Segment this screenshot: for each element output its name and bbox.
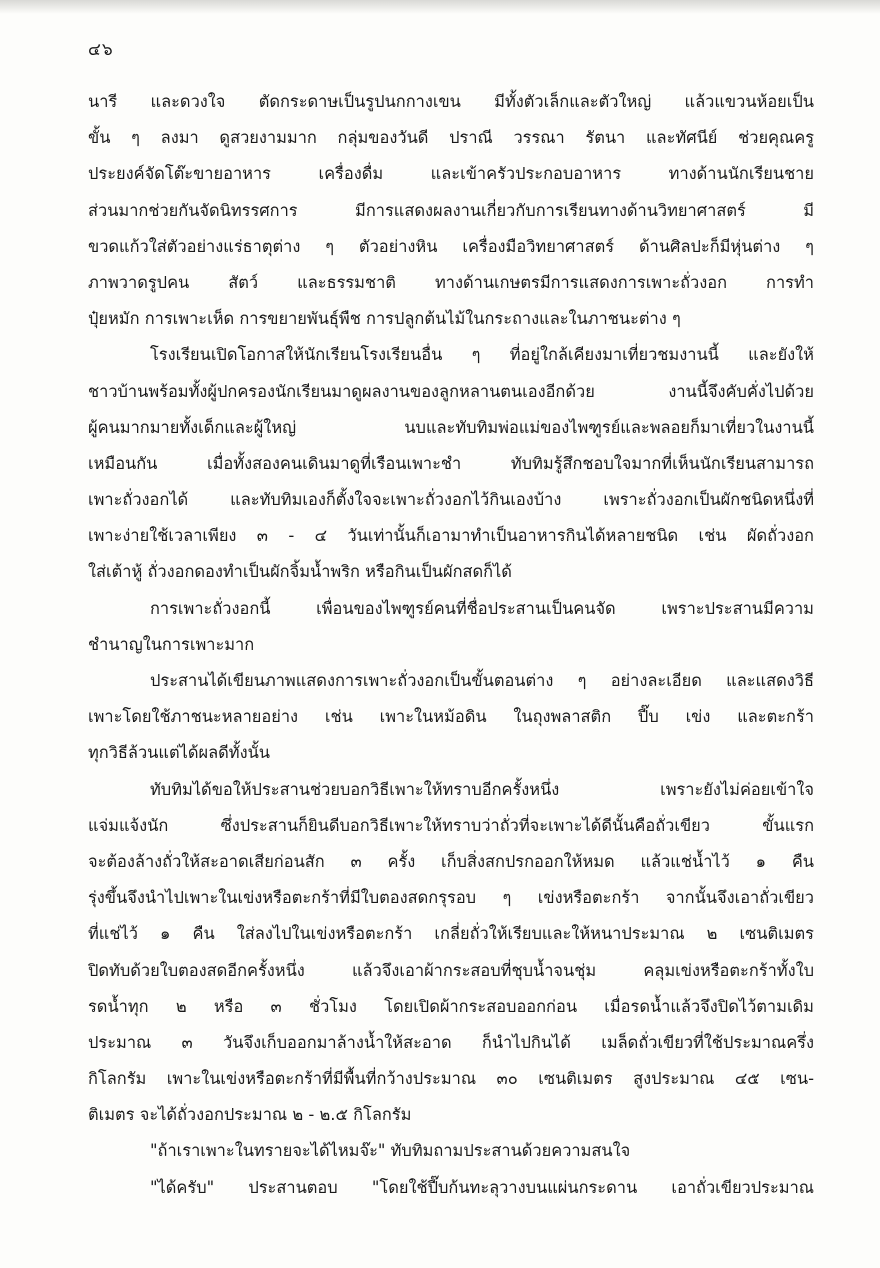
- text-line: แจ่มแจ้งนัก ซึ่งประสานก็ยินดีบอกวิธีเพาะให้ทราบว่าถั่วที่จะเพาะได้ดีนั้นคือถั่วเขียว ขั้นแรก: [88, 815, 814, 835]
- text-line: ปิดทับด้วยใบตองสดอีกครั้งหนึ่ง แล้วจึงเอาผ้ากระสอบที่ชุบน้ำจนชุ่ม คลุมเข่งหรือตะกร้าทั้งใบ: [88, 960, 814, 980]
- text-line: เหมือนกัน เมื่อทั้งสองคนเดินมาดูที่เรือนเพาะชำ ทับทิมรู้สึกชอบใจมากที่เห็นนักเรียนสามารถ: [88, 453, 814, 473]
- page-number: ๔๖: [88, 40, 114, 60]
- text-line: ประยงค์จัดโต๊ะขายอาหาร เครื่องดื่ม และเข้าครัวประกอบอาหาร ทางด้านนักเรียนชาย: [88, 164, 814, 184]
- text-line: ปุ๋ยหมัก การเพาะเห็ด การขยายพันธุ์พืช การปลูกต้นไม้ในกระถางและในภาชนะต่าง ๆ: [88, 309, 681, 329]
- text-line: ประมาณ ๓ วันจึงเก็บออกมาล้างน้ำให้สะอาด ก็นำไปกินได้ เมล็ดถั่วเขียวที่ใช้ประมาณครึ่ง: [88, 1032, 814, 1052]
- text-line: ขั้น ๆ ลงมา ดูสวยงามมาก กลุ่มของวันดี ปราณี วรรณา รัตนา และทัศนีย์ ช่วยคุณครู: [88, 128, 814, 148]
- text-line: กิโลกรัม เพาะในเข่งหรือตะกร้าที่มีพื้นที่กว้างประมาณ ๓๐ เซนติเมตร สูงประมาณ ๔๕ เซน-: [88, 1069, 814, 1089]
- text-line: ชาวบ้านพร้อมทั้งผู้ปกครองนักเรียนมาดูผลงานของลูกหลานตนเองอีกด้วย งานนี้จึงคับคั่งไปด้วย: [88, 381, 814, 401]
- text-line: เพาะถั่วงอกได้ และทับทิมเองก็ตั้งใจจะเพาะถั่วงอกไว้กินเองบ้าง เพราะถั่วงอกเป็นผักชนิดหนึ่งที่: [88, 490, 814, 510]
- text-line: "ถ้าเราเพาะในทรายจะได้ไหมจ๊ะ" ทับทิมถามประสานด้วยความสนใจ: [150, 1141, 631, 1161]
- text-line: นารี และดวงใจ ตัดกระดาษเป็นรูปนกกางเขน มีทั้งตัวเล็กและตัวใหญ่ แล้วแขวนห้อยเป็น: [88, 92, 814, 111]
- text-line: "ได้ครับ" ประสานตอบ "โดยใช้ปี๊บก้นทะลุวางบนแผ่นกระดาน เอาถั่วเขียวประมาณ: [150, 1177, 814, 1197]
- text-line: ทุกวิธีล้วนแต่ได้ผลดีทั้งนั้น: [88, 743, 270, 763]
- text-line: ติเมตร จะได้ถั่วงอกประมาณ ๒ - ๒.๕ กิโลกรัม: [88, 1105, 412, 1125]
- text-line: ประสานได้เขียนภาพแสดงการเพาะถั่วงอกเป็นขั้นตอนต่าง ๆ อย่างละเอียด และแสดงวิธี: [150, 671, 814, 690]
- text-line: การเพาะถั่วงอกนี้ เพื่อนของไพฑูรย์คนที่ชื่อประสานเป็นคนจัด เพราะประสานมีความ: [150, 598, 814, 618]
- text-line: เพาะโดยใช้ภาชนะหลายอย่าง เช่น เพาะในหม้อดิน ในถุงพลาสติก ปี๊บ เข่ง และตะกร้า: [88, 707, 814, 727]
- text-line: จะต้องล้างถั่วให้สะอาดเสียก่อนสัก ๓ ครั้ง เก็บสิ่งสกปรกออกให้หมด แล้วแช่น้ำไว้ ๑ คืน: [88, 851, 814, 871]
- text-line: โรงเรียนเปิดโอกาสให้นักเรียนโรงเรียนอื่น ๆ ที่อยู่ใกล้เคียงมาเที่ยวชมงานนี้ และยังให้: [150, 345, 814, 365]
- text-line: ผู้คนมากมายทั้งเด็กและผู้ใหญ่ นบและทับทิมพ่อแม่ของไพฑูรย์และพลอยก็มาเที่ยวในงานนี้: [88, 417, 814, 437]
- text-line: รดน้ำทุก ๒ หรือ ๓ ชั่วโมง โดยเปิดผ้ากระสอบออกก่อน เมื่อรดน้ำแล้วจึงปิดไว้ตามเดิม: [88, 996, 814, 1016]
- text-line: ทับทิมได้ขอให้ประสานช่วยบอกวิธีเพาะให้ทราบอีกครั้งหนึ่ง เพราะยังไม่ค่อยเข้าใจ: [150, 779, 814, 799]
- text-line: ขวดแก้วใส่ตัวอย่างแร่ธาตุต่าง ๆ ตัวอย่างหิน เครื่องมือวิทยาศาสตร์ ด้านศิลปะก็มีหุ่นต่าง ๆ: [88, 236, 814, 256]
- text-line: ชำนาญในการเพาะมาก: [88, 634, 255, 654]
- text-line: ส่วนมากช่วยกันจัดนิทรรศการ มีการแสดงผลงานเกี่ยวกับการเรียนทางด้านวิทยาศาสตร์ มี: [88, 200, 814, 220]
- text-line: เพาะง่ายใช้เวลาเพียง ๓ - ๔ วันเท่านั้นก็เอามาทำเป็นอาหารกินได้หลายชนิด เช่น ผัดถั่วงอก: [88, 526, 814, 546]
- text-line: รุ่งขึ้นจึงนำไปเพาะในเข่งหรือตะกร้าที่มีใบตองสดกรุรอบ ๆ เข่งหรือตะกร้า จากนั้นจึงเอาถั่วเขียว: [88, 888, 814, 908]
- text-line: ที่แช่ไว้ ๑ คืน ใส่ลงไปในเข่งหรือตะกร้า เกลี่ยถั่วให้เรียบและให้หนาประมาณ ๒ เซนติเมตร: [88, 924, 814, 944]
- text-line: ภาพวาดรูปคน สัตว์ และธรรมชาติ ทางด้านเกษตรมีการแสดงการเพาะถั่วงอก การทำ: [88, 272, 814, 292]
- text-line: ใส่เต้าหู้ ถั่วงอกดองทำเป็นผักจิ้มน้ำพริก หรือกินเป็นผักสดก็ได้: [88, 562, 512, 582]
- scan-shadow: [0, 0, 880, 14]
- body-text: [88, 84, 814, 1206]
